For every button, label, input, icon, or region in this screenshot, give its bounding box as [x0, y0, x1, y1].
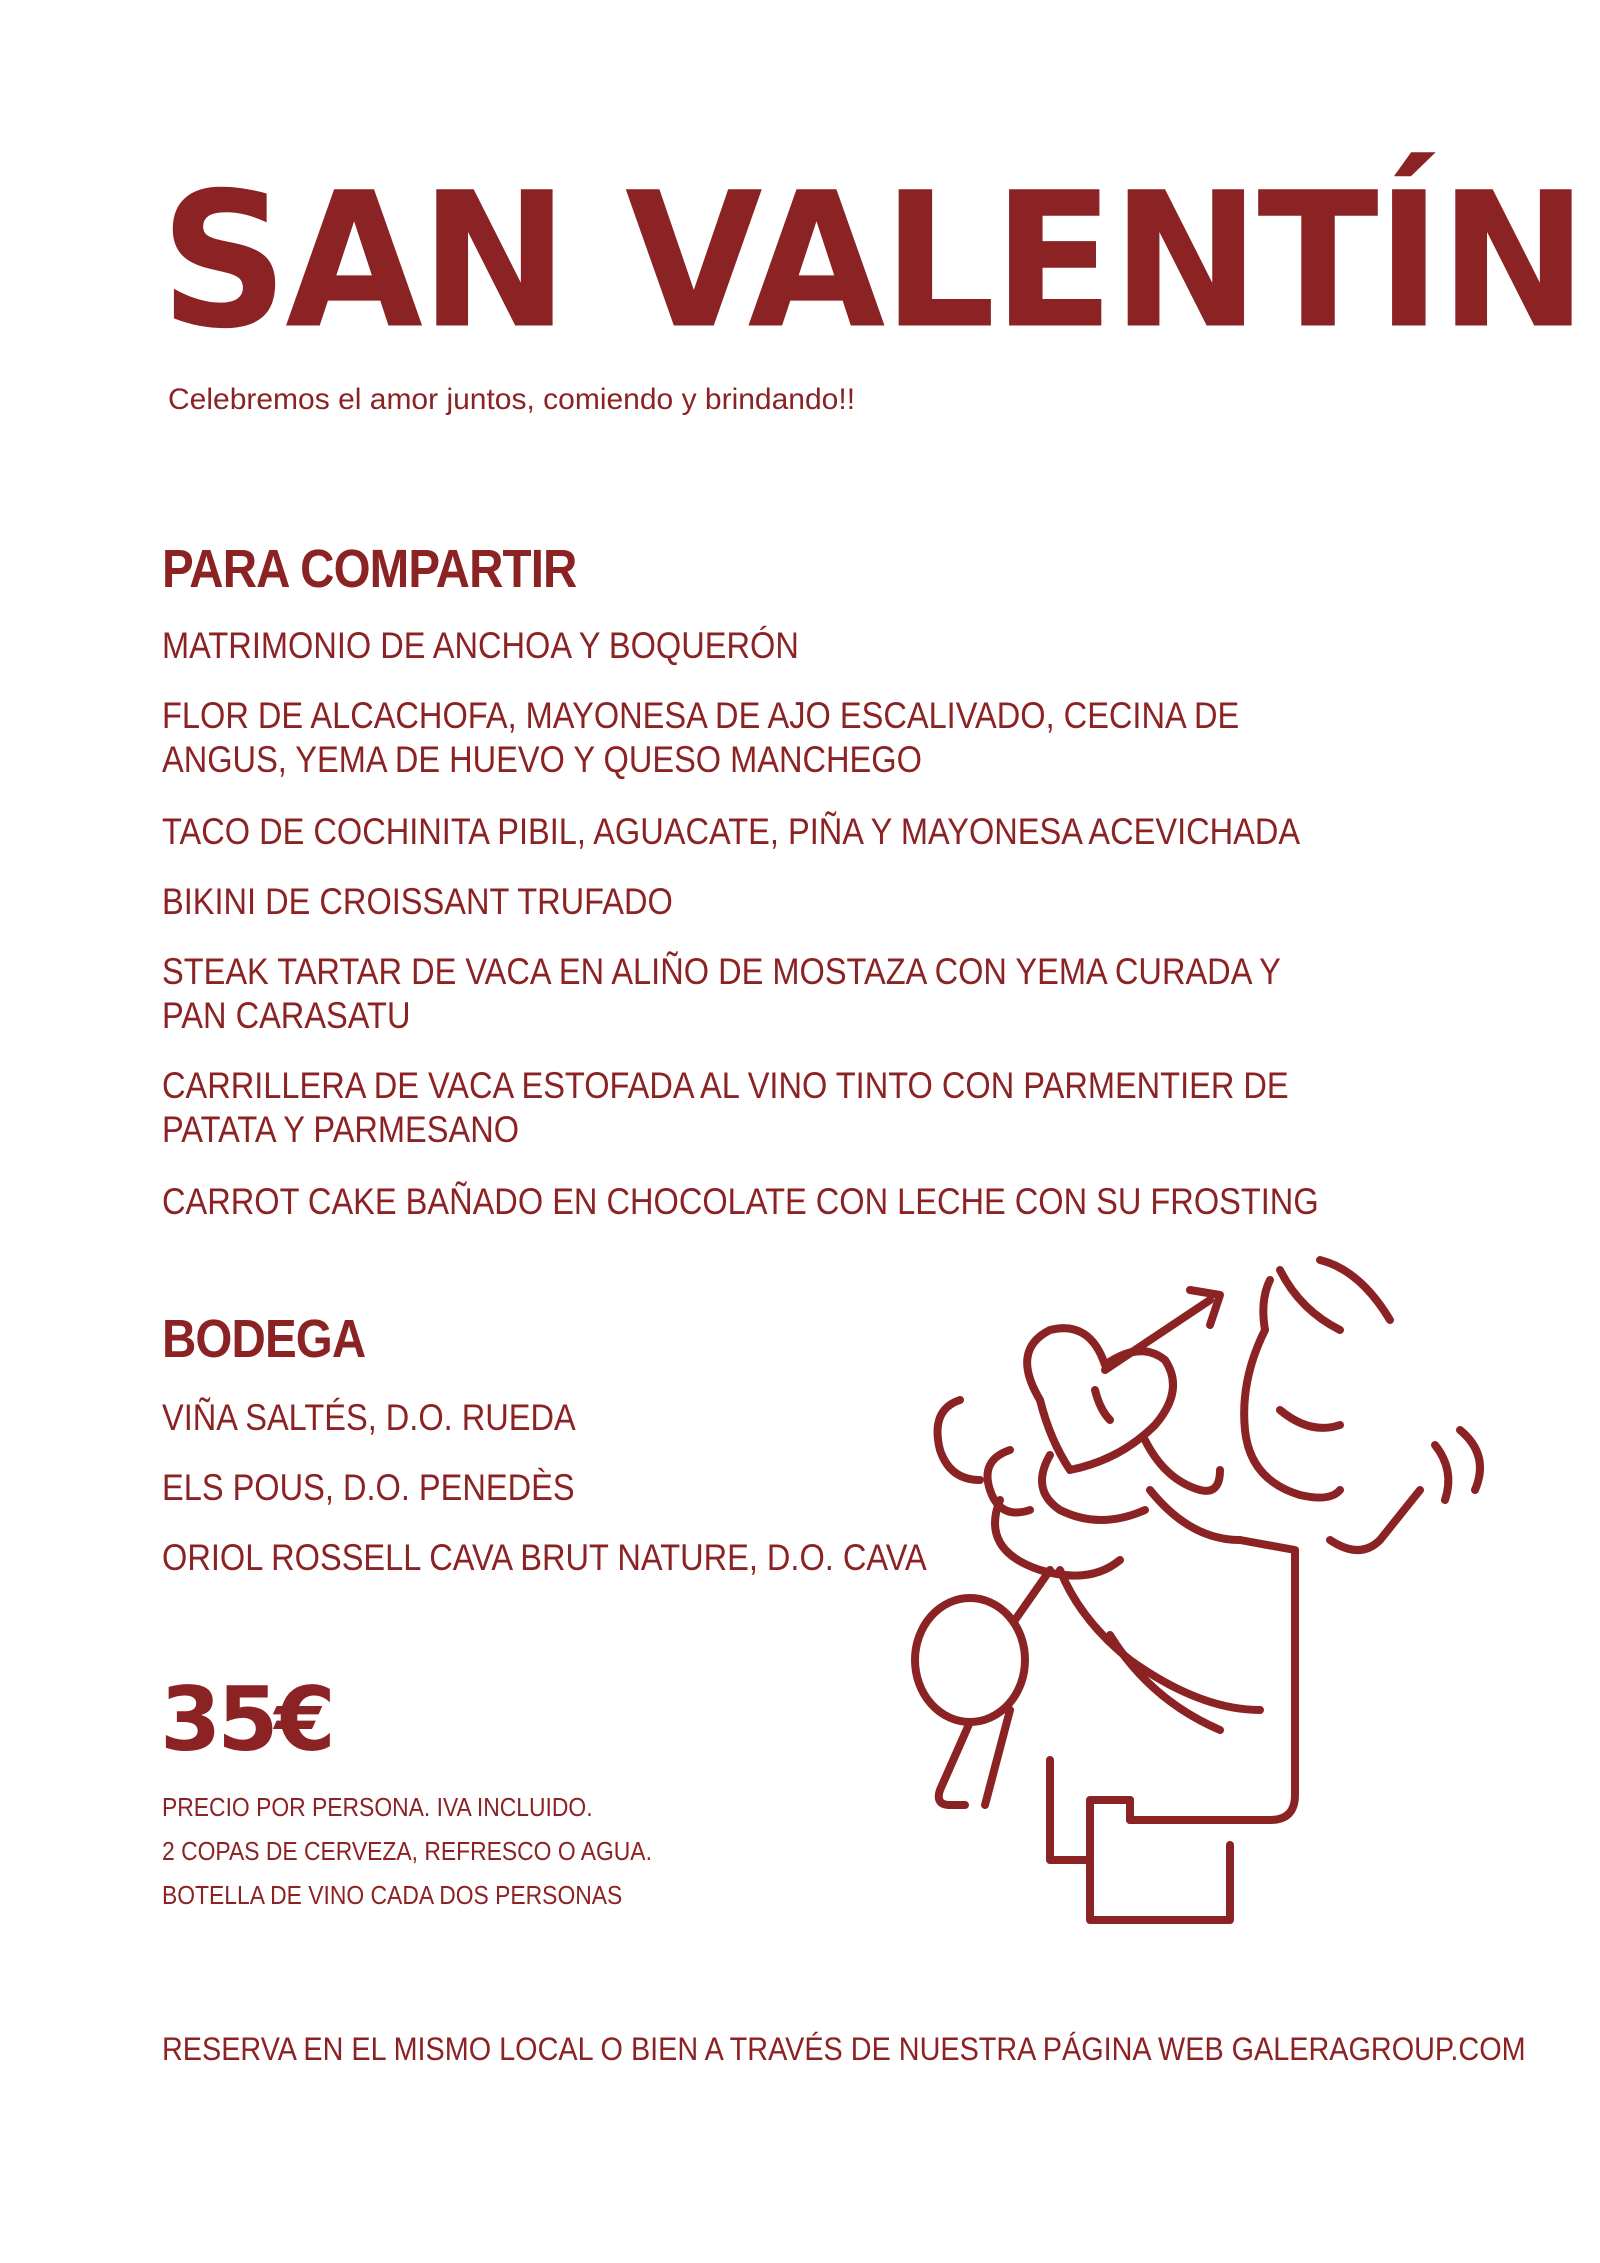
menu-item: CARROT CAKE BAÑADO EN CHOCOLATE CON LECHE CON SU FROSTING: [162, 1181, 1319, 1222]
price: 35€: [160, 1668, 332, 1771]
price-note: BOTELLA DE VINO CADA DOS PERSONAS: [162, 1880, 623, 1910]
menu-item: TACO DE COCHINITA PIBIL, AGUACATE, PIÑA Y MAYONESA ACEVICHADA: [162, 811, 1301, 852]
reservation-footer: RESERVA EN EL MISMO LOCAL O BIEN A TRAVÉS DE NUESTRA PÁGINA WEB GALERAGROUP.COM: [162, 2031, 1526, 2067]
wine-item: ELS POUS, D.O. PENEDÈS: [162, 1467, 575, 1508]
menu-item: FLOR DE ALCACHOFA, MAYONESA DE AJO ESCALIVADO, CECINA DE: [162, 695, 1240, 736]
page-subtitle: Celebremos el amor juntos, comiendo y brindando!!: [168, 383, 856, 416]
menu-item-continued: ANGUS, YEMA DE HUEVO Y QUESO MANCHEGO: [162, 739, 922, 780]
wine-item: VIÑA SALTÉS, D.O. RUEDA: [162, 1397, 576, 1438]
menu-item: CARRILLERA DE VACA ESTOFADA AL VINO TINTO CON PARMENTIER DE: [162, 1065, 1289, 1106]
section-heading-bodega: BODEGA: [162, 1309, 366, 1369]
menu-item-continued: PATATA Y PARMESANO: [162, 1109, 520, 1150]
heart-eating-figure-icon: [900, 1240, 1520, 1960]
menu-item-continued: PAN CARASATU: [162, 995, 411, 1036]
price-note: PRECIO POR PERSONA. IVA INCLUIDO.: [162, 1792, 593, 1822]
page-title: SAN VALENTÍN: [160, 152, 1585, 370]
price-note: 2 COPAS DE CERVEZA, REFRESCO O AGUA.: [162, 1836, 652, 1866]
menu-item: BIKINI DE CROISSANT TRUFADO: [162, 881, 673, 922]
wine-item: ORIOL ROSSELL CAVA BRUT NATURE, D.O. CAVA: [162, 1537, 927, 1578]
menu-item: STEAK TARTAR DE VACA EN ALIÑO DE MOSTAZA CON YEMA CURADA Y: [162, 951, 1281, 992]
menu-item: MATRIMONIO DE ANCHOA Y BOQUERÓN: [162, 625, 799, 666]
section-heading-compartir: PARA COMPARTIR: [162, 539, 577, 599]
